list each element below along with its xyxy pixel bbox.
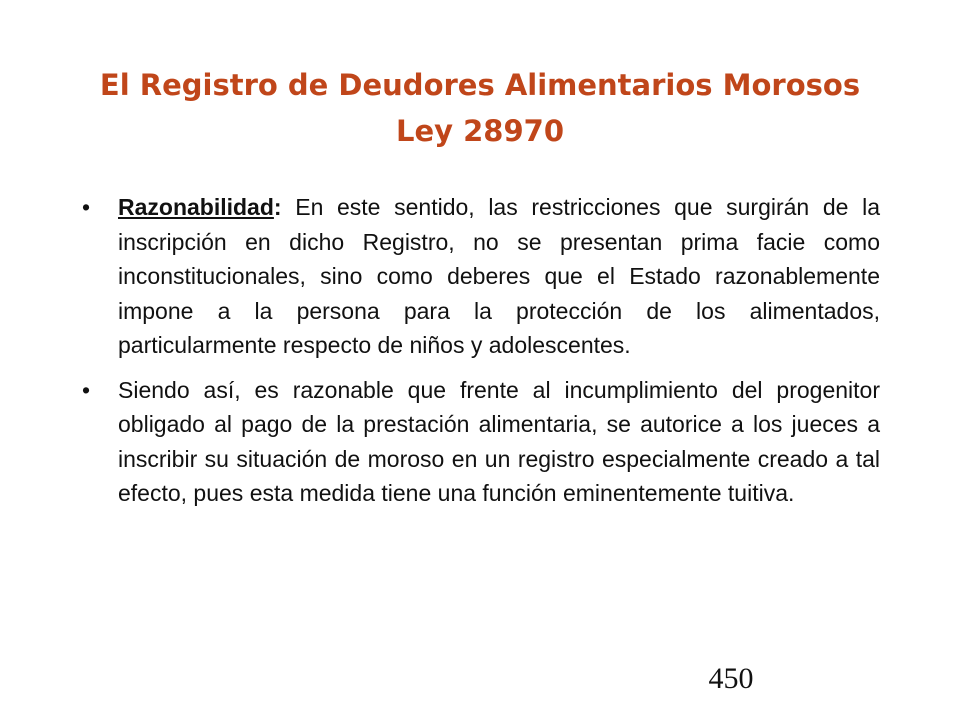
bullet-text: En este sentido, las restricciones que surgirán de la inscripción en dicho Registro, no se presentan prima facie como inconstitucionales, sino como deberes que el Estado razonablemente impone a la persona para la protección de los alimentados, particularmente respecto de niños y adolescentes. — [118, 194, 880, 358]
bullet-term: Razonabilidad — [118, 194, 274, 220]
bullet-list — [80, 190, 880, 521]
slide-title — [40, 62, 920, 154]
bullet-term-colon: : — [273, 194, 282, 220]
bullet-text: Siendo así, es razonable que frente al incumplimiento del progenitor obligado al pago de la prestación alimentaria, se autorice a los jueces a inscribir su situación de moroso en un registro especialmente creado a tal efecto, pues esta medida tiene una función eminentemente tuitiva. — [118, 376, 880, 506]
page-number: 450 — [708, 662, 754, 695]
bullet-icon: • — [82, 194, 91, 220]
bullet-item-siendo-asi — [80, 373, 880, 511]
bullet-item-razonabilidad — [80, 190, 880, 363]
slide-title-line-1: El Registro de Deudores Alimentarios Morosos — [99, 68, 861, 102]
slide-title-line-2: Ley 28970 — [395, 114, 565, 148]
bullet-icon: • — [82, 376, 91, 403]
